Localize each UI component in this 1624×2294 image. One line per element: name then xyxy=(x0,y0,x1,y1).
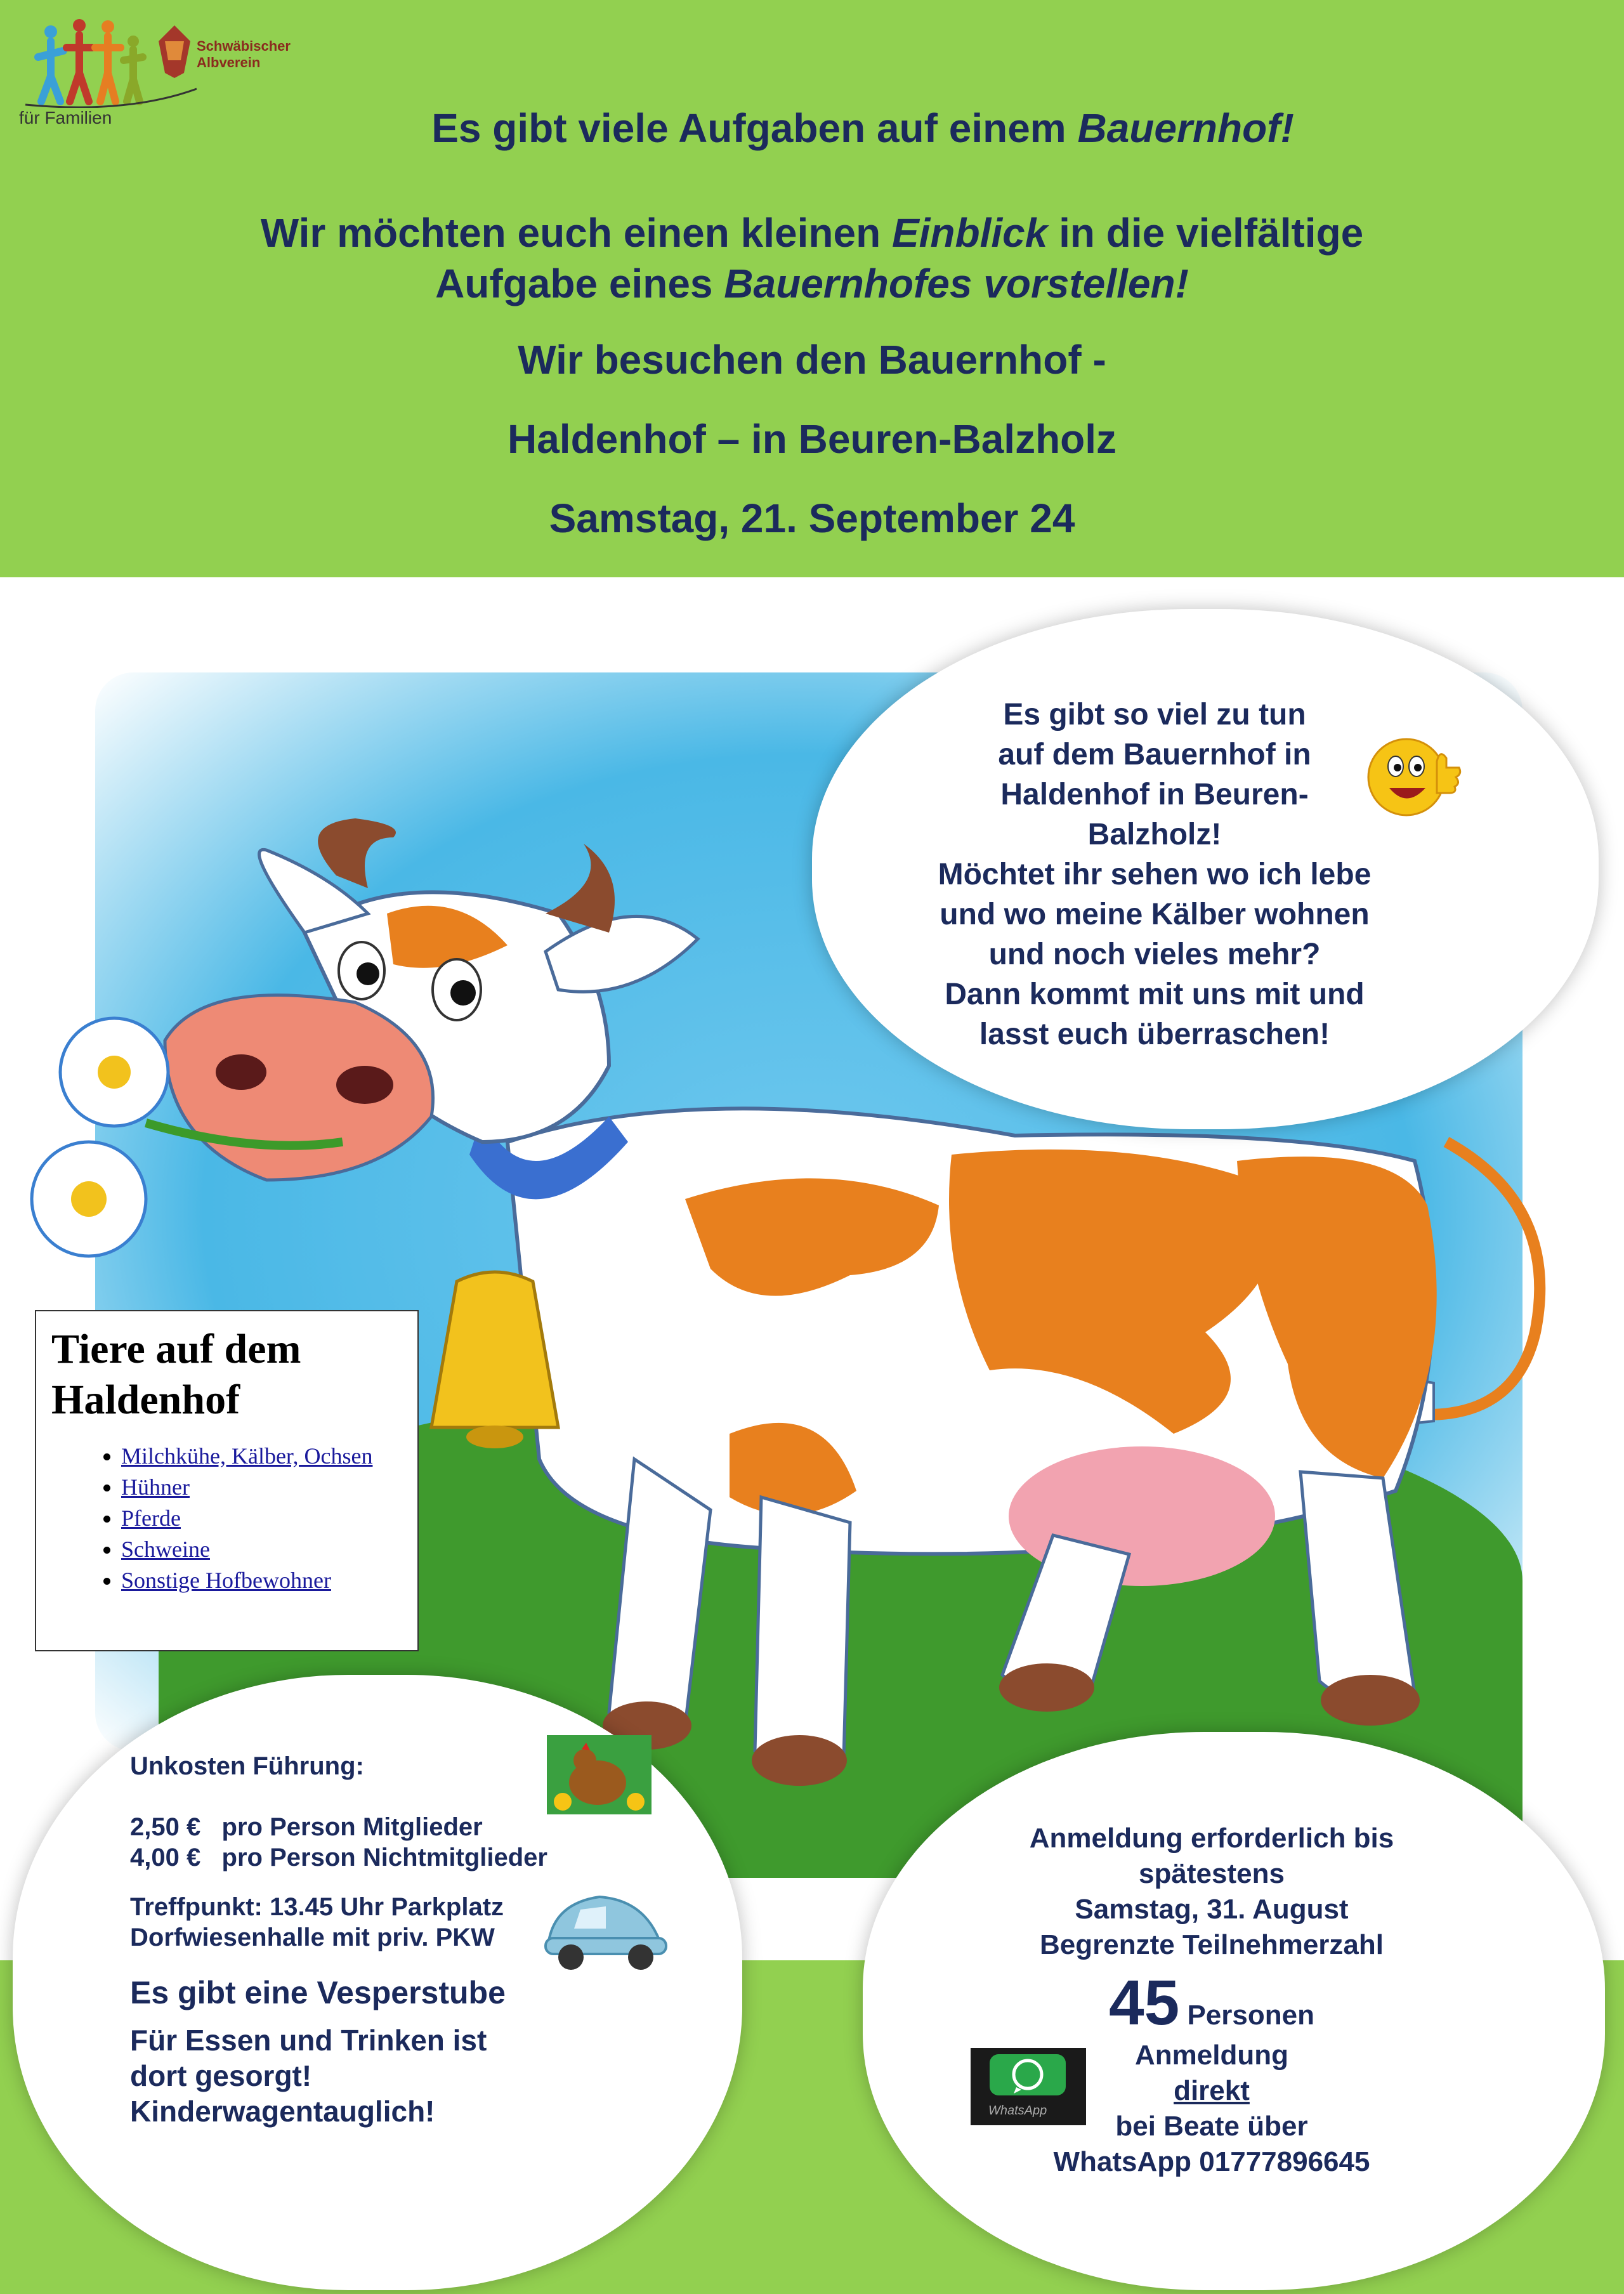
headline-1-text: Es gibt viele Aufgaben auf einem xyxy=(431,105,1078,151)
animal-link-chickens[interactable]: Hühner xyxy=(121,1474,190,1500)
list-item xyxy=(121,1472,402,1503)
headline-2-text: Wir möchten euch einen kleinen xyxy=(260,210,892,256)
animal-link-horses[interactable]: Pferde xyxy=(121,1505,181,1531)
animals-title-line2: Haldenhof xyxy=(51,1377,240,1423)
smiley-thumbs-up-icon xyxy=(1367,730,1462,818)
registration-info xyxy=(952,1821,1472,2180)
whatsapp-icon xyxy=(971,2048,1086,2125)
bubble-line: lasst euch überraschen! xyxy=(979,1018,1330,1051)
animal-link-cows[interactable]: Milchkühe, Kälber, Ochsen xyxy=(121,1443,373,1469)
animal-link-pigs[interactable]: Schweine xyxy=(121,1537,210,1562)
bubble-line: Haldenhof in Beuren- xyxy=(1000,778,1309,811)
list-item xyxy=(121,1534,402,1565)
food-line3: Kinderwagentauglich! xyxy=(130,2095,435,2128)
list-item xyxy=(121,1503,402,1534)
bubble-line: Dann kommt mit uns mit und xyxy=(945,978,1365,1011)
headline-1-emphasis: Bauernhof! xyxy=(1077,105,1294,151)
animals-title-line1: Tiere auf dem xyxy=(51,1326,301,1372)
registration-line2: spätestens xyxy=(1139,1858,1285,1889)
headline-2-emphasis: Einblick xyxy=(891,210,1048,256)
animals-list xyxy=(51,1441,402,1596)
registration-line1: Anmeldung erforderlich bis xyxy=(1029,1823,1394,1854)
bubble-line: Es gibt so viel zu tun xyxy=(1003,698,1306,731)
car-icon xyxy=(536,1878,672,1973)
cost-heading: Unkosten Führung: xyxy=(130,1752,364,1780)
cost-members: 2,50 € pro Person Mitglieder xyxy=(130,1813,483,1841)
vesper-note: Es gibt eine Vesperstube xyxy=(130,1975,506,2010)
thought-bubble-text xyxy=(869,695,1440,1054)
registration-line7: bei Beate über xyxy=(1115,2111,1308,2142)
meeting-point-line2: Dorfwiesenhalle mit priv. PKW xyxy=(130,1924,495,1951)
list-item xyxy=(121,1565,402,1596)
list-item xyxy=(121,1441,402,1472)
whatsapp-label: WhatsApp xyxy=(988,2104,1047,2118)
registration-direct: direkt xyxy=(1174,2075,1250,2106)
animal-link-others[interactable]: Sonstige Hofbewohner xyxy=(121,1568,331,1593)
headline-3-text: Aufgabe eines xyxy=(435,261,724,306)
food-line2: dort gesorgt! xyxy=(130,2059,312,2092)
animals-title xyxy=(51,1324,402,1426)
animals-box xyxy=(35,1310,419,1651)
participant-count: 45 xyxy=(1109,1967,1180,2038)
meeting-point-line1: Treffpunkt: 13.45 Uhr Parkplatz xyxy=(130,1893,504,1921)
bubble-line: und noch vieles mehr? xyxy=(988,938,1321,971)
bubble-line: und wo meine Kälber wohnen xyxy=(940,898,1370,931)
bubble-line: auf dem Bauernhof in xyxy=(998,738,1311,771)
logo-tagline: für Familien xyxy=(19,108,112,128)
cost-nonmembers: 4,00 € pro Person Nichtmitglieder xyxy=(130,1844,547,1871)
headline-6-date: Samstag, 21. September 24 xyxy=(549,495,1075,541)
headline-4: Wir besuchen den Bauernhof - xyxy=(518,337,1106,383)
registration-line3: Samstag, 31. August xyxy=(1075,1894,1349,1925)
chicken-icon xyxy=(547,1735,652,1814)
food-line1: Für Essen und Trinken ist xyxy=(130,2024,487,2057)
headline-2-text-end: in die vielfältige xyxy=(1047,210,1364,256)
registration-whatsapp-number: WhatsApp 01777896645 xyxy=(1053,2146,1370,2177)
headline-5: Haldenhof – in Beuren-Balzholz xyxy=(507,416,1117,462)
headline-3-emphasis: Bauernhofes vorstellen! xyxy=(724,261,1189,306)
org-name: Schwäbischer Albverein xyxy=(197,38,291,70)
registration-line4: Begrenzte Teilnehmerzahl xyxy=(1040,1929,1384,1960)
bubble-line: Möchtet ihr sehen wo ich lebe xyxy=(938,858,1372,891)
participant-unit: Personen xyxy=(1179,2000,1314,2031)
bubble-line: Balzholz! xyxy=(1087,818,1222,851)
registration-line5: Anmeldung xyxy=(1135,2040,1288,2071)
